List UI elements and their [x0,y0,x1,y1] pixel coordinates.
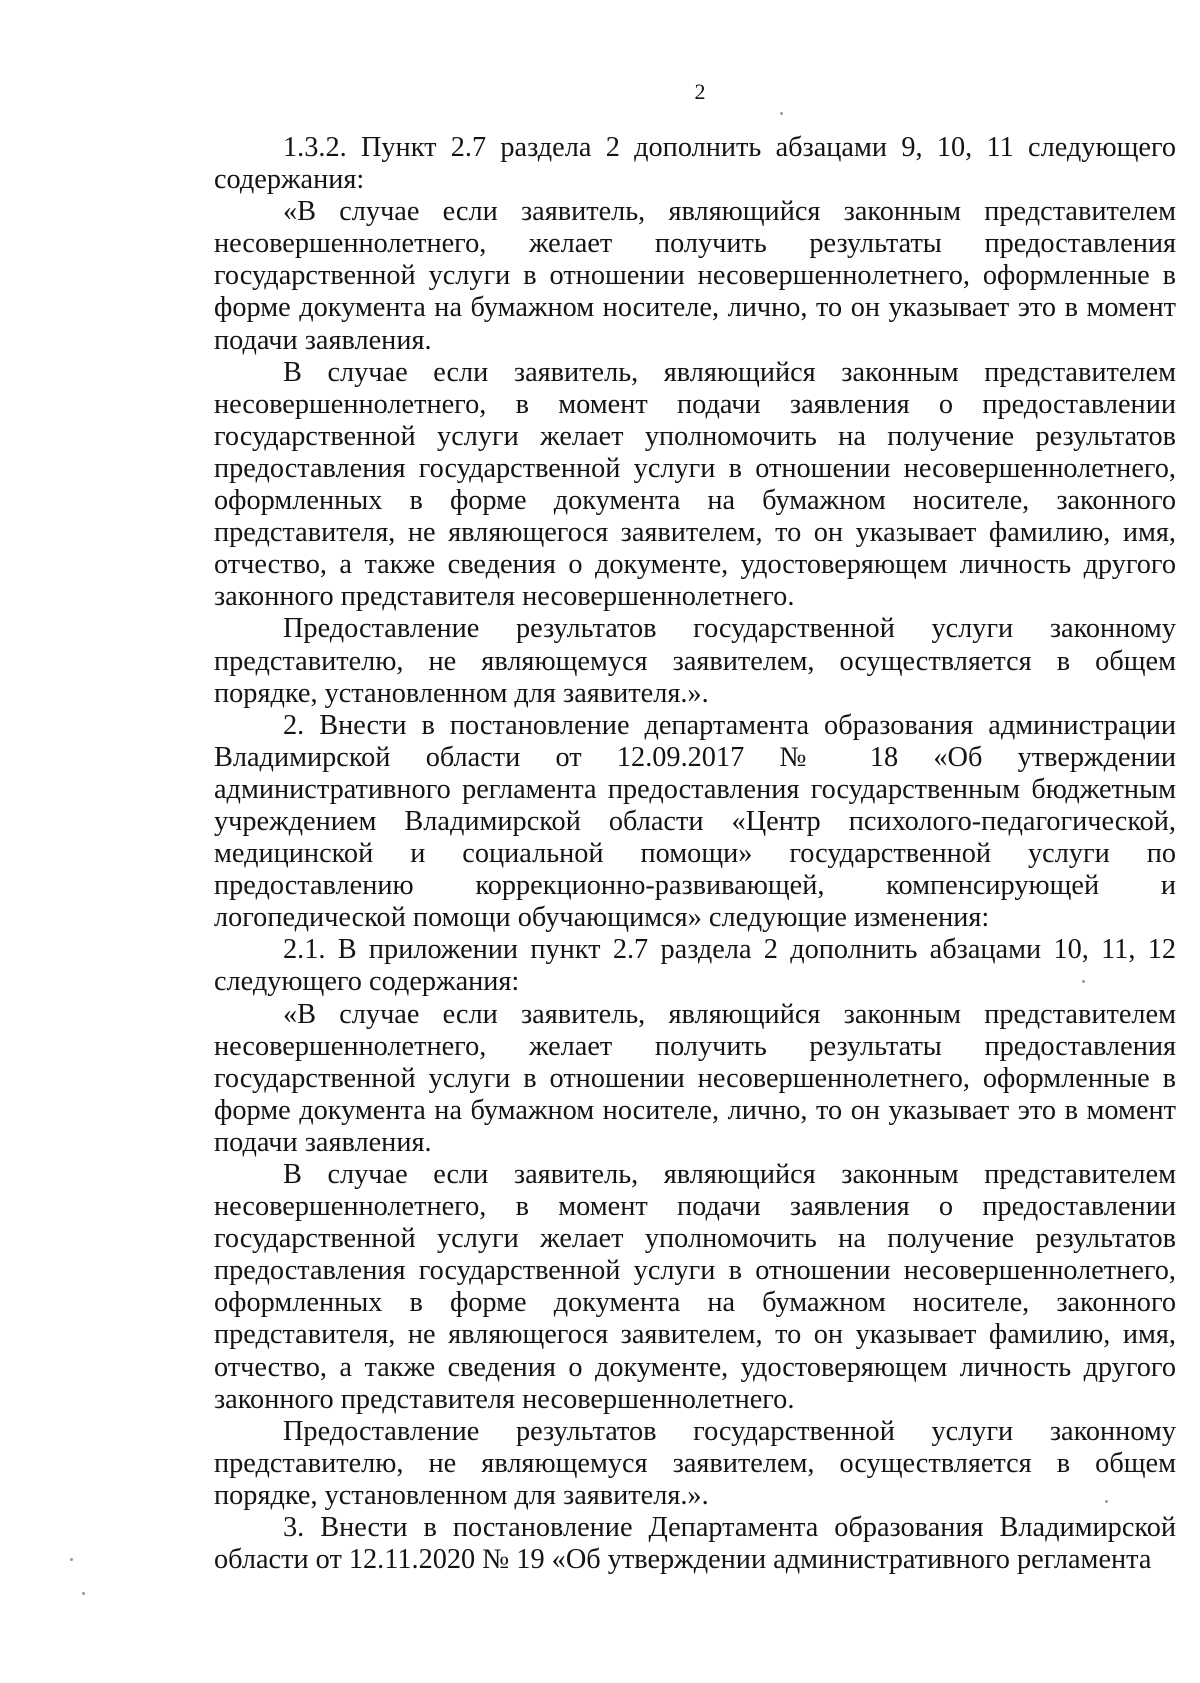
scan-speck [82,1592,85,1595]
paragraph-quote-personal-receipt: «В случае если заявитель, являющийся законным представителем несовершеннолетнего, желает получить результаты предоставления государственной услуги в отношении несовершеннолетнего, оформленные в форме документа на бумажном носителе, лично, то он указывает это в момент подачи заявления. [214,196,1176,356]
scan-speck [1082,980,1085,983]
paragraph-2-1: 2.1. В приложении пункт 2.7 раздела 2 дополнить абзацами 10, 11, 12 следующего содержания: [214,934,1176,998]
paragraph-3: 3. Внести в постановление Департамента образования Владимирской области от 12.11.2020 № 19 «Об утверждении административного регламента [214,1512,1176,1576]
paragraph-authorize-representative: В случае если заявитель, являющийся законным представителем несовершеннолетнего, в момент подачи заявления о предоставлении государственной услуги желает уполномочить на получение результатов предоставления государственной услуги в отношении несовершеннолетнего, оформленных в форме документа на бумажном носителе, законного представителя, не являющегося заявителем, то он указывает фамилию, имя, отчество, а также сведения о документе, удостоверяющем личность другого законного представителя несовершеннолетнего. [214,356,1176,613]
paragraph-general-procedure: Предоставление результатов государственной услуги законному представителю, не являющемуся заявителем, осуществляется в общем порядке, установленном для заявителя.». [214,613,1176,709]
paragraph-general-procedure-2: Предоставление результатов государственной услуги законному представителю, не являющемуся заявителем, осуществляется в общем порядке, установленном для заявителя.». [214,1415,1176,1511]
paragraph-2: 2. Внести в постановление департамента образования администрации Владимирской области от 12.09.2017 № 18 «Об утверждении административного регламента предоставления государственным бюджетным учреждением Владимирской области «Центр психолого-педагогической, медицинской и социальной помощи» государственной услуги по предоставлению коррекционно-развивающей, компенсирующей и логопедической помощи обучающимся» следующие изменения: [214,709,1176,934]
scan-speck [70,1558,73,1561]
page-number: 2 [694,79,706,104]
paragraph-1-3-2: 1.3.2. Пункт 2.7 раздела 2 дополнить абзацами 9, 10, 11 следующего содержания: [214,132,1176,196]
scan-speck [1105,1500,1108,1503]
paragraph-authorize-representative-2: В случае если заявитель, являющийся законным представителем несовершеннолетнего, в момент подачи заявления о предоставлении государственной услуги желает уполномочить на получение результатов предоставления государственной услуги в отношении несовершеннолетнего, оформленных в форме документа на бумажном носителе, законного представителя, не являющегося заявителем, то он указывает фамилию, имя, отчество, а также сведения о документе, удостоверяющем личность другого законного представителя несовершеннолетнего. [214,1159,1176,1415]
scan-speck [780,112,783,115]
paragraph-quote-personal-receipt-2: «В случае если заявитель, являющийся законным представителем несовершеннолетнего, желает получить результаты предоставления государственной услуги в отношении несовершеннолетнего, оформленные в форме документа на бумажном носителе, лично, то он указывает это в момент подачи заявления. [214,998,1176,1158]
document-body [214,132,1176,1576]
